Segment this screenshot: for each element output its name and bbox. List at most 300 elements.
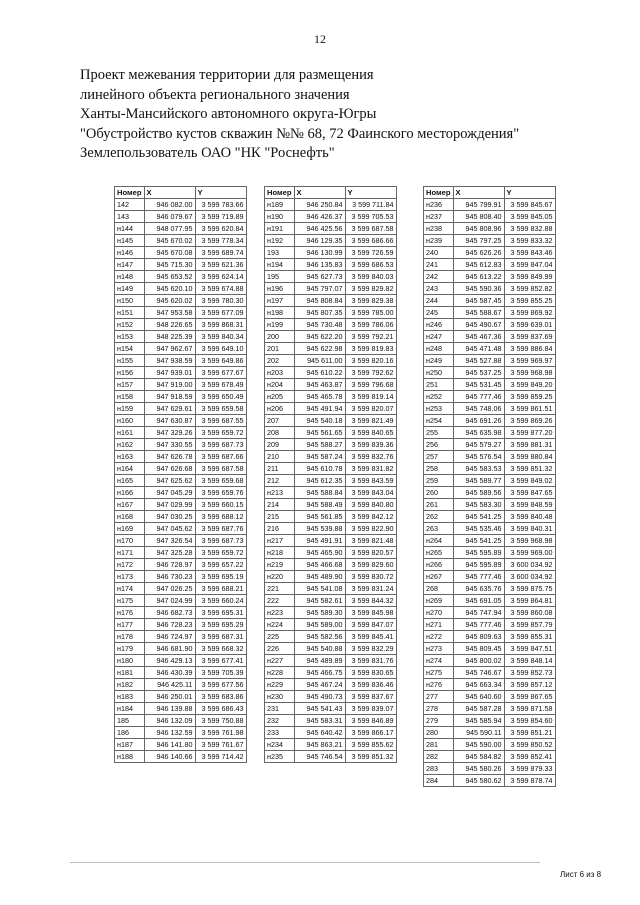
table-row: [115, 403, 247, 415]
table-row: [265, 499, 397, 511]
x-coordinate: 945 622.20: [294, 331, 345, 343]
sheet-counter: Лист 6 из 8: [560, 870, 602, 879]
table-row: [115, 367, 247, 379]
point-number: 233: [265, 727, 295, 739]
point-number: 255: [424, 427, 454, 439]
point-number: н239: [424, 235, 454, 247]
x-coordinate: 945 489.89: [294, 655, 345, 667]
x-coordinate: 945 670.08: [144, 247, 195, 259]
x-coordinate: 947 625.62: [144, 475, 195, 487]
y-coordinate: 3 599 866.17: [345, 727, 396, 739]
table-row: [265, 595, 397, 607]
y-coordinate: 3 599 621.36: [195, 259, 246, 271]
point-number: 216: [265, 523, 295, 535]
table-row: [115, 607, 247, 619]
table-row: [265, 247, 397, 259]
point-number: н146: [115, 247, 145, 259]
x-coordinate: 948 077.95: [144, 223, 195, 235]
x-coordinate: 945 590.11: [453, 727, 504, 739]
x-coordinate: 945 582.61: [294, 595, 345, 607]
point-number: н206: [265, 403, 295, 415]
table-row: [115, 583, 247, 595]
table-row: [115, 487, 247, 499]
point-number: н190: [265, 211, 295, 223]
y-coordinate: 3 599 840.80: [345, 499, 396, 511]
x-coordinate: 945 807.35: [294, 307, 345, 319]
table-row: [265, 403, 397, 415]
point-number: н181: [115, 667, 145, 679]
table-row: [424, 295, 556, 307]
x-coordinate: 946 429.13: [144, 655, 195, 667]
x-coordinate: 945 800.02: [453, 655, 504, 667]
table-row: [115, 691, 247, 703]
table-row: [115, 247, 247, 259]
table-row: [424, 703, 556, 715]
x-coordinate: 945 622.98: [294, 343, 345, 355]
table-row: [115, 415, 247, 427]
footer-divider: [70, 862, 540, 863]
x-coordinate: 945 777.46: [453, 571, 504, 583]
x-coordinate: 945 691.26: [453, 415, 504, 427]
x-coordinate: 945 490.67: [453, 319, 504, 331]
y-coordinate: 3 599 705.53: [345, 211, 396, 223]
y-coordinate: 3 599 830.65: [345, 667, 396, 679]
x-coordinate: 946 135.83: [294, 259, 345, 271]
y-coordinate: 3 599 871.58: [504, 703, 555, 715]
table-row: [424, 391, 556, 403]
point-number: н249: [424, 355, 454, 367]
x-coordinate: 945 582.56: [294, 631, 345, 643]
point-number: н173: [115, 571, 145, 583]
x-coordinate: 945 809.45: [453, 643, 504, 655]
y-coordinate: 3 599 829.82: [345, 283, 396, 295]
table-row: [424, 259, 556, 271]
y-coordinate: 3 599 668.32: [195, 643, 246, 655]
header-line: Проект межевания территории для размещения: [80, 67, 374, 83]
table-row: [115, 571, 247, 583]
point-number: 200: [265, 331, 295, 343]
point-number: н156: [115, 367, 145, 379]
point-number: н188: [115, 751, 145, 763]
table-row: [424, 643, 556, 655]
y-coordinate: 3 599 847.65: [504, 487, 555, 499]
y-coordinate: 3 599 624.14: [195, 271, 246, 283]
y-coordinate: 3 599 846.89: [345, 715, 396, 727]
x-coordinate: 945 595.89: [453, 559, 504, 571]
header-line: линейного объекта регионального значения: [80, 86, 350, 103]
table-row: [424, 307, 556, 319]
y-coordinate: 3 599 857.12: [504, 679, 555, 691]
table-header-row: [424, 187, 556, 199]
point-number: н269: [424, 595, 454, 607]
point-number: 261: [424, 499, 454, 511]
y-coordinate: 3 599 687.58: [345, 223, 396, 235]
x-coordinate: 945 540.88: [294, 643, 345, 655]
x-coordinate: 948 225.39: [144, 331, 195, 343]
x-coordinate: 945 466.75: [294, 667, 345, 679]
table-row: [115, 739, 247, 751]
y-coordinate: 3 599 867.65: [504, 691, 555, 703]
y-coordinate: 3 599 877.20: [504, 427, 555, 439]
table-row: [265, 319, 397, 331]
table-row: [265, 691, 397, 703]
point-number: н154: [115, 343, 145, 355]
y-coordinate: 3 599 836.46: [345, 679, 396, 691]
point-number: 268: [424, 583, 454, 595]
x-coordinate: 945 583.31: [294, 715, 345, 727]
table-row: [115, 379, 247, 391]
table-row: [265, 655, 397, 667]
y-coordinate: 3 599 677.67: [195, 367, 246, 379]
x-coordinate: 946 129.35: [294, 235, 345, 247]
x-coordinate: 946 141.80: [144, 739, 195, 751]
point-number: н150: [115, 295, 145, 307]
x-coordinate: 945 467.36: [453, 331, 504, 343]
x-coordinate: 945 670.02: [144, 235, 195, 247]
table-row: [424, 751, 556, 763]
table-row: [115, 667, 247, 679]
page-number: 12: [314, 32, 326, 46]
point-number: 208: [265, 427, 295, 439]
y-coordinate: 3 599 831.24: [345, 583, 396, 595]
x-coordinate: 947 026.25: [144, 583, 195, 595]
y-coordinate: 3 599 686.43: [195, 703, 246, 715]
point-number: н238: [424, 223, 454, 235]
x-coordinate: 946 132.59: [144, 727, 195, 739]
y-coordinate: 3 599 969.00: [504, 547, 555, 559]
x-coordinate: 945 541.43: [294, 703, 345, 715]
y-coordinate: 3 599 792.21: [345, 331, 396, 343]
point-number: н248: [424, 343, 454, 355]
table-row: [115, 727, 247, 739]
point-number: 245: [424, 307, 454, 319]
table-row: [265, 643, 397, 655]
x-coordinate: 945 808.96: [453, 223, 504, 235]
table-row: [115, 499, 247, 511]
point-number: н198: [265, 307, 295, 319]
table-row: [115, 511, 247, 523]
point-number: н171: [115, 547, 145, 559]
point-number: н228: [265, 667, 295, 679]
table-row: [115, 595, 247, 607]
point-number: н247: [424, 331, 454, 343]
y-coordinate: 3 599 688.21: [195, 583, 246, 595]
x-coordinate: 945 466.68: [294, 559, 345, 571]
table-row: [115, 319, 247, 331]
point-number: н165: [115, 475, 145, 487]
y-coordinate: 3 599 843.04: [345, 487, 396, 499]
point-number: 195: [265, 271, 295, 283]
point-number: 241: [424, 259, 454, 271]
table-row: [115, 559, 247, 571]
x-coordinate: 945 799.91: [453, 199, 504, 211]
table-row: [115, 643, 247, 655]
point-number: 226: [265, 643, 295, 655]
point-number: н147: [115, 259, 145, 271]
table-row: [115, 223, 247, 235]
y-coordinate: 3 600 034.92: [504, 559, 555, 571]
point-number: 258: [424, 463, 454, 475]
x-coordinate: 945 715.30: [144, 259, 195, 271]
table-row: [265, 607, 397, 619]
point-number: н246: [424, 319, 454, 331]
point-number: н160: [115, 415, 145, 427]
table-row: [424, 487, 556, 499]
y-coordinate: 3 599 719.89: [195, 211, 246, 223]
x-coordinate: 947 326.54: [144, 535, 195, 547]
point-number: 251: [424, 379, 454, 391]
table-row: [115, 451, 247, 463]
point-number: н164: [115, 463, 145, 475]
table-row: [265, 199, 397, 211]
table-row: [424, 715, 556, 727]
x-coordinate: 945 595.89: [453, 547, 504, 559]
table-row: [424, 607, 556, 619]
point-number: н153: [115, 331, 145, 343]
y-coordinate: 3 599 792.62: [345, 367, 396, 379]
y-coordinate: 3 599 677.41: [195, 655, 246, 667]
x-coordinate: 945 611.00: [294, 355, 345, 367]
point-number: 215: [265, 511, 295, 523]
y-coordinate: 3 599 875.75: [504, 583, 555, 595]
column-header: Y: [195, 187, 246, 199]
table-row: [424, 247, 556, 259]
x-coordinate: 947 630.87: [144, 415, 195, 427]
x-coordinate: 947 919.00: [144, 379, 195, 391]
header-line: Землепользователь ОАО "НК "Роснефть": [80, 145, 335, 161]
point-number: 280: [424, 727, 454, 739]
table-row: [424, 667, 556, 679]
point-number: 225: [265, 631, 295, 643]
x-coordinate: 945 589.56: [453, 487, 504, 499]
point-number: 185: [115, 715, 145, 727]
y-coordinate: 3 600 034.92: [504, 571, 555, 583]
y-coordinate: 3 599 880.84: [504, 451, 555, 463]
table-row: [424, 211, 556, 223]
table-header-row: [265, 187, 397, 199]
y-coordinate: 3 599 886.84: [504, 343, 555, 355]
point-number: н229: [265, 679, 295, 691]
x-coordinate: 945 467.24: [294, 679, 345, 691]
table-row: [424, 727, 556, 739]
y-coordinate: 3 599 837.69: [504, 331, 555, 343]
x-coordinate: 945 580.26: [453, 763, 504, 775]
column-header: Номер: [115, 187, 145, 199]
y-coordinate: 3 599 686.53: [345, 259, 396, 271]
x-coordinate: 947 626.68: [144, 463, 195, 475]
point-number: 186: [115, 727, 145, 739]
y-coordinate: 3 599 695.29: [195, 619, 246, 631]
table-row: [424, 655, 556, 667]
x-coordinate: 947 626.78: [144, 451, 195, 463]
header-line: Ханты-Мансийского автономного округа-Югры: [80, 106, 377, 122]
point-number: н189: [265, 199, 295, 211]
point-number: 263: [424, 523, 454, 535]
x-coordinate: 945 588.84: [294, 487, 345, 499]
point-number: н236: [424, 199, 454, 211]
table-row: [115, 391, 247, 403]
y-coordinate: 3 599 687.73: [195, 439, 246, 451]
y-coordinate: 3 599 659.68: [195, 475, 246, 487]
x-coordinate: 946 724.97: [144, 631, 195, 643]
table-row: [265, 679, 397, 691]
point-number: 211: [265, 463, 295, 475]
point-number: 232: [265, 715, 295, 727]
column-header: Y: [504, 187, 555, 199]
point-number: н230: [265, 691, 295, 703]
y-coordinate: 3 599 819.83: [345, 343, 396, 355]
point-number: н166: [115, 487, 145, 499]
point-number: н179: [115, 643, 145, 655]
table-row: [265, 751, 397, 763]
y-coordinate: 3 599 821.48: [345, 535, 396, 547]
table-row: [424, 403, 556, 415]
table-row: [424, 427, 556, 439]
x-coordinate: 945 610.22: [294, 367, 345, 379]
x-coordinate: 945 576.54: [453, 451, 504, 463]
y-coordinate: 3 599 969.97: [504, 355, 555, 367]
table-row: [265, 355, 397, 367]
y-coordinate: 3 599 851.32: [504, 463, 555, 475]
x-coordinate: 946 079.67: [144, 211, 195, 223]
y-coordinate: 3 599 677.09: [195, 307, 246, 319]
x-coordinate: 945 746.54: [294, 751, 345, 763]
point-number: 143: [115, 211, 145, 223]
table-row: [265, 439, 397, 451]
y-coordinate: 3 599 845.05: [504, 211, 555, 223]
table-row: [115, 535, 247, 547]
y-coordinate: 3 599 832.76: [345, 451, 396, 463]
point-number: н174: [115, 583, 145, 595]
x-coordinate: 945 863.21: [294, 739, 345, 751]
x-coordinate: 947 918.59: [144, 391, 195, 403]
point-number: 222: [265, 595, 295, 607]
y-coordinate: 3 599 660.15: [195, 499, 246, 511]
point-number: 281: [424, 739, 454, 751]
y-coordinate: 3 599 678.49: [195, 379, 246, 391]
x-coordinate: 945 587.28: [453, 703, 504, 715]
table-row: [115, 271, 247, 283]
document-header: [80, 66, 600, 164]
table-row: [265, 415, 397, 427]
y-coordinate: 3 599 786.06: [345, 319, 396, 331]
table-row: [265, 295, 397, 307]
y-coordinate: 3 599 726.59: [345, 247, 396, 259]
point-number: 209: [265, 439, 295, 451]
point-number: н155: [115, 355, 145, 367]
y-coordinate: 3 599 851.21: [504, 727, 555, 739]
table-row: [265, 259, 397, 271]
y-coordinate: 3 599 848.14: [504, 655, 555, 667]
point-number: н219: [265, 559, 295, 571]
x-coordinate: 946 728.23: [144, 619, 195, 631]
point-number: 244: [424, 295, 454, 307]
x-coordinate: 945 627.73: [294, 271, 345, 283]
x-coordinate: 945 610.78: [294, 463, 345, 475]
x-coordinate: 945 491.94: [294, 403, 345, 415]
y-coordinate: 3 599 864.81: [504, 595, 555, 607]
x-coordinate: 945 585.94: [453, 715, 504, 727]
y-coordinate: 3 599 849.99: [504, 271, 555, 283]
x-coordinate: 947 030.25: [144, 511, 195, 523]
y-coordinate: 3 599 820.07: [345, 403, 396, 415]
point-number: н272: [424, 631, 454, 643]
y-coordinate: 3 599 844.32: [345, 595, 396, 607]
y-coordinate: 3 599 796.68: [345, 379, 396, 391]
y-coordinate: 3 599 847.04: [504, 259, 555, 271]
y-coordinate: 3 599 879.33: [504, 763, 555, 775]
x-coordinate: 945 653.52: [144, 271, 195, 283]
point-number: н159: [115, 403, 145, 415]
y-coordinate: 3 599 714.42: [195, 751, 246, 763]
table-row: [424, 691, 556, 703]
table-row: [265, 391, 397, 403]
point-number: 256: [424, 439, 454, 451]
x-coordinate: 947 045.29: [144, 487, 195, 499]
table-row: [424, 583, 556, 595]
coordinates-table-1: [114, 186, 247, 763]
x-coordinate: 947 953.58: [144, 307, 195, 319]
x-coordinate: 945 620.10: [144, 283, 195, 295]
y-coordinate: 3 599 705.39: [195, 667, 246, 679]
x-coordinate: 945 588.67: [453, 307, 504, 319]
y-coordinate: 3 599 820.57: [345, 547, 396, 559]
table-row: [265, 427, 397, 439]
y-coordinate: 3 599 852.41: [504, 751, 555, 763]
x-coordinate: 945 613.22: [453, 271, 504, 283]
y-coordinate: 3 599 852.82: [504, 283, 555, 295]
point-number: н175: [115, 595, 145, 607]
y-coordinate: 3 599 659.72: [195, 427, 246, 439]
x-coordinate: 945 626.26: [453, 247, 504, 259]
x-coordinate: 945 640.42: [294, 727, 345, 739]
point-number: н234: [265, 739, 295, 751]
table-row: [424, 679, 556, 691]
table-row: [265, 367, 397, 379]
table-header-row: [115, 187, 247, 199]
point-number: н169: [115, 523, 145, 535]
x-coordinate: 945 746.67: [453, 667, 504, 679]
table-row: [265, 331, 397, 343]
y-coordinate: 3 599 859.25: [504, 391, 555, 403]
y-coordinate: 3 599 688.12: [195, 511, 246, 523]
y-coordinate: 3 599 832.29: [345, 643, 396, 655]
y-coordinate: 3 599 778.34: [195, 235, 246, 247]
point-number: 207: [265, 415, 295, 427]
point-number: 279: [424, 715, 454, 727]
y-coordinate: 3 599 711.84: [345, 199, 396, 211]
x-coordinate: 945 777.46: [453, 391, 504, 403]
table-row: [424, 283, 556, 295]
point-number: н163: [115, 451, 145, 463]
point-number: 240: [424, 247, 454, 259]
x-coordinate: 945 587.45: [453, 295, 504, 307]
x-coordinate: 945 471.48: [453, 343, 504, 355]
x-coordinate: 945 588.49: [294, 499, 345, 511]
point-number: 278: [424, 703, 454, 715]
x-coordinate: 945 489.90: [294, 571, 345, 583]
y-coordinate: 3 599 687.31: [195, 631, 246, 643]
y-coordinate: 3 599 687.58: [195, 463, 246, 475]
point-number: н254: [424, 415, 454, 427]
table-row: [115, 199, 247, 211]
y-coordinate: 3 599 855.25: [504, 295, 555, 307]
table-row: [424, 367, 556, 379]
y-coordinate: 3 599 840.03: [345, 271, 396, 283]
point-number: н227: [265, 655, 295, 667]
point-number: 282: [424, 751, 454, 763]
table-row: [115, 655, 247, 667]
